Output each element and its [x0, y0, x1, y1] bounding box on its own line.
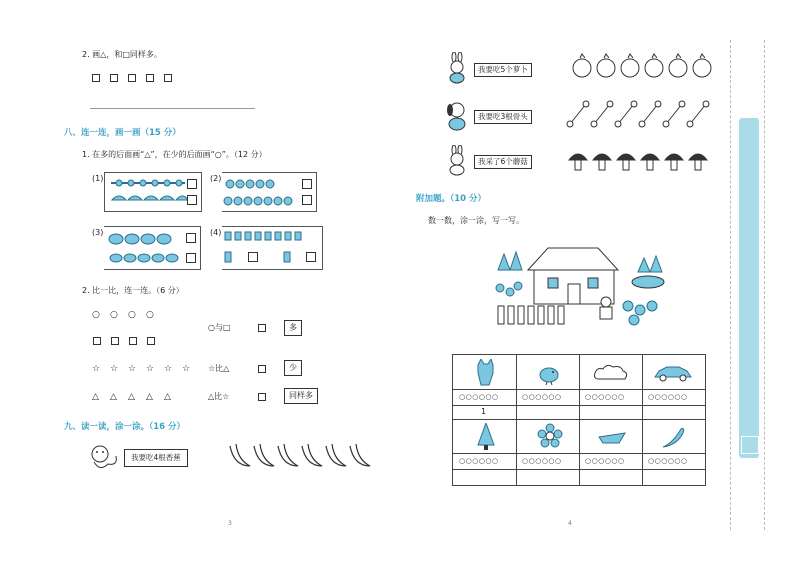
answer-box[interactable]: [306, 252, 316, 262]
panel-2: [222, 172, 317, 212]
q2-title: 2. 画△，和□同样多。: [82, 50, 162, 59]
panel-label-1: (1): [92, 174, 104, 183]
answer-box[interactable]: [186, 253, 196, 263]
cut-line: [730, 40, 731, 530]
answer-box[interactable]: [187, 179, 197, 189]
flower-icon: [537, 423, 563, 451]
dot-row[interactable]: ○○○○○○: [522, 393, 562, 401]
compare-box[interactable]: [258, 324, 266, 332]
dot-row[interactable]: ○○○○○○: [585, 457, 625, 465]
compare-1: ○与□: [208, 323, 231, 332]
dot-row[interactable]: ○○○○○○: [585, 393, 625, 401]
bird-icon: [537, 363, 561, 385]
q8-2-title: 2. 比一比，连一连。（6 分）: [82, 286, 184, 295]
dot-row[interactable]: ○○○○○○: [648, 457, 688, 465]
page-number-right: 4: [568, 520, 572, 527]
pepper-icon: [659, 425, 687, 449]
mushroom-icon[interactable]: [566, 148, 718, 176]
q8-1-title: 1. 在多的后面画“△”，在少的后面画“○”。（12 分）: [82, 150, 267, 159]
panel-label-2: (2): [210, 174, 222, 183]
answer-more[interactable]: 多: [284, 320, 302, 336]
cat-icon: [475, 359, 495, 387]
answer-same[interactable]: 同样多: [284, 388, 318, 404]
cloud-icon: [593, 363, 629, 383]
row-text-2: 我要吃3根骨头: [474, 110, 532, 124]
answer-box[interactable]: [248, 252, 258, 262]
panel-label-4: (4): [210, 228, 222, 237]
bonus-title: 附加题。（10 分）: [416, 194, 487, 204]
boat-icon: [597, 429, 627, 447]
radish-icon[interactable]: [568, 52, 718, 80]
banana-icon[interactable]: [226, 442, 378, 472]
row-text-3: 我采了6个蘑菇: [474, 155, 532, 169]
answer-box[interactable]: [302, 195, 312, 205]
bone-icon[interactable]: [566, 98, 716, 130]
bonus-instruction: 数一数，涂一涂，写一写。: [428, 216, 524, 225]
panel-4: [222, 226, 323, 270]
dot-row[interactable]: ○○○○○○: [648, 393, 688, 401]
monkey-icon: [88, 444, 124, 472]
dot-row[interactable]: ○○○○○○: [522, 457, 562, 465]
compare-box[interactable]: [258, 365, 266, 373]
sec8-title: 八、连一连，画一画（15 分）: [64, 128, 181, 138]
dog-icon: [444, 100, 470, 132]
panel-1: [104, 172, 202, 212]
compare-3: △比☆: [208, 392, 230, 401]
compare-box[interactable]: [258, 393, 266, 401]
rabbit-icon: [444, 52, 470, 84]
stick-chain-icon: [109, 174, 189, 210]
compare-2: ☆比△: [208, 364, 230, 373]
tree-icon: [477, 423, 495, 451]
elephant-icon: [106, 228, 186, 268]
dot-row[interactable]: ○○○○○○: [459, 457, 499, 465]
answer-less[interactable]: 少: [284, 360, 302, 376]
dot-row[interactable]: ○○○○○○: [459, 393, 499, 401]
q2-answer-line[interactable]: [90, 108, 255, 109]
farm-scene-illustration: [488, 240, 698, 330]
table-number: 1: [481, 407, 487, 416]
car-icon: [653, 363, 693, 383]
answer-box[interactable]: [186, 233, 196, 243]
sec9-title: 九、读一读，涂一涂。（16 分）: [64, 422, 186, 432]
banana-word-box: 我要吃4根香蕉: [124, 449, 188, 467]
apple-icon: [222, 174, 294, 210]
panel-3: [104, 226, 201, 270]
row-text-1: 我要吃5个萝卜: [474, 63, 532, 77]
counting-table: [452, 354, 706, 486]
bunny-icon: [444, 145, 470, 177]
cut-line: [764, 40, 765, 530]
page-number-left: 3: [228, 520, 232, 527]
panel-label-3: (3): [92, 228, 104, 237]
sock-icon: [222, 228, 302, 268]
sidebar-stamp: [741, 436, 759, 454]
answer-box[interactable]: [302, 179, 312, 189]
answer-box[interactable]: [187, 195, 197, 205]
binding-sidebar: [739, 118, 759, 458]
